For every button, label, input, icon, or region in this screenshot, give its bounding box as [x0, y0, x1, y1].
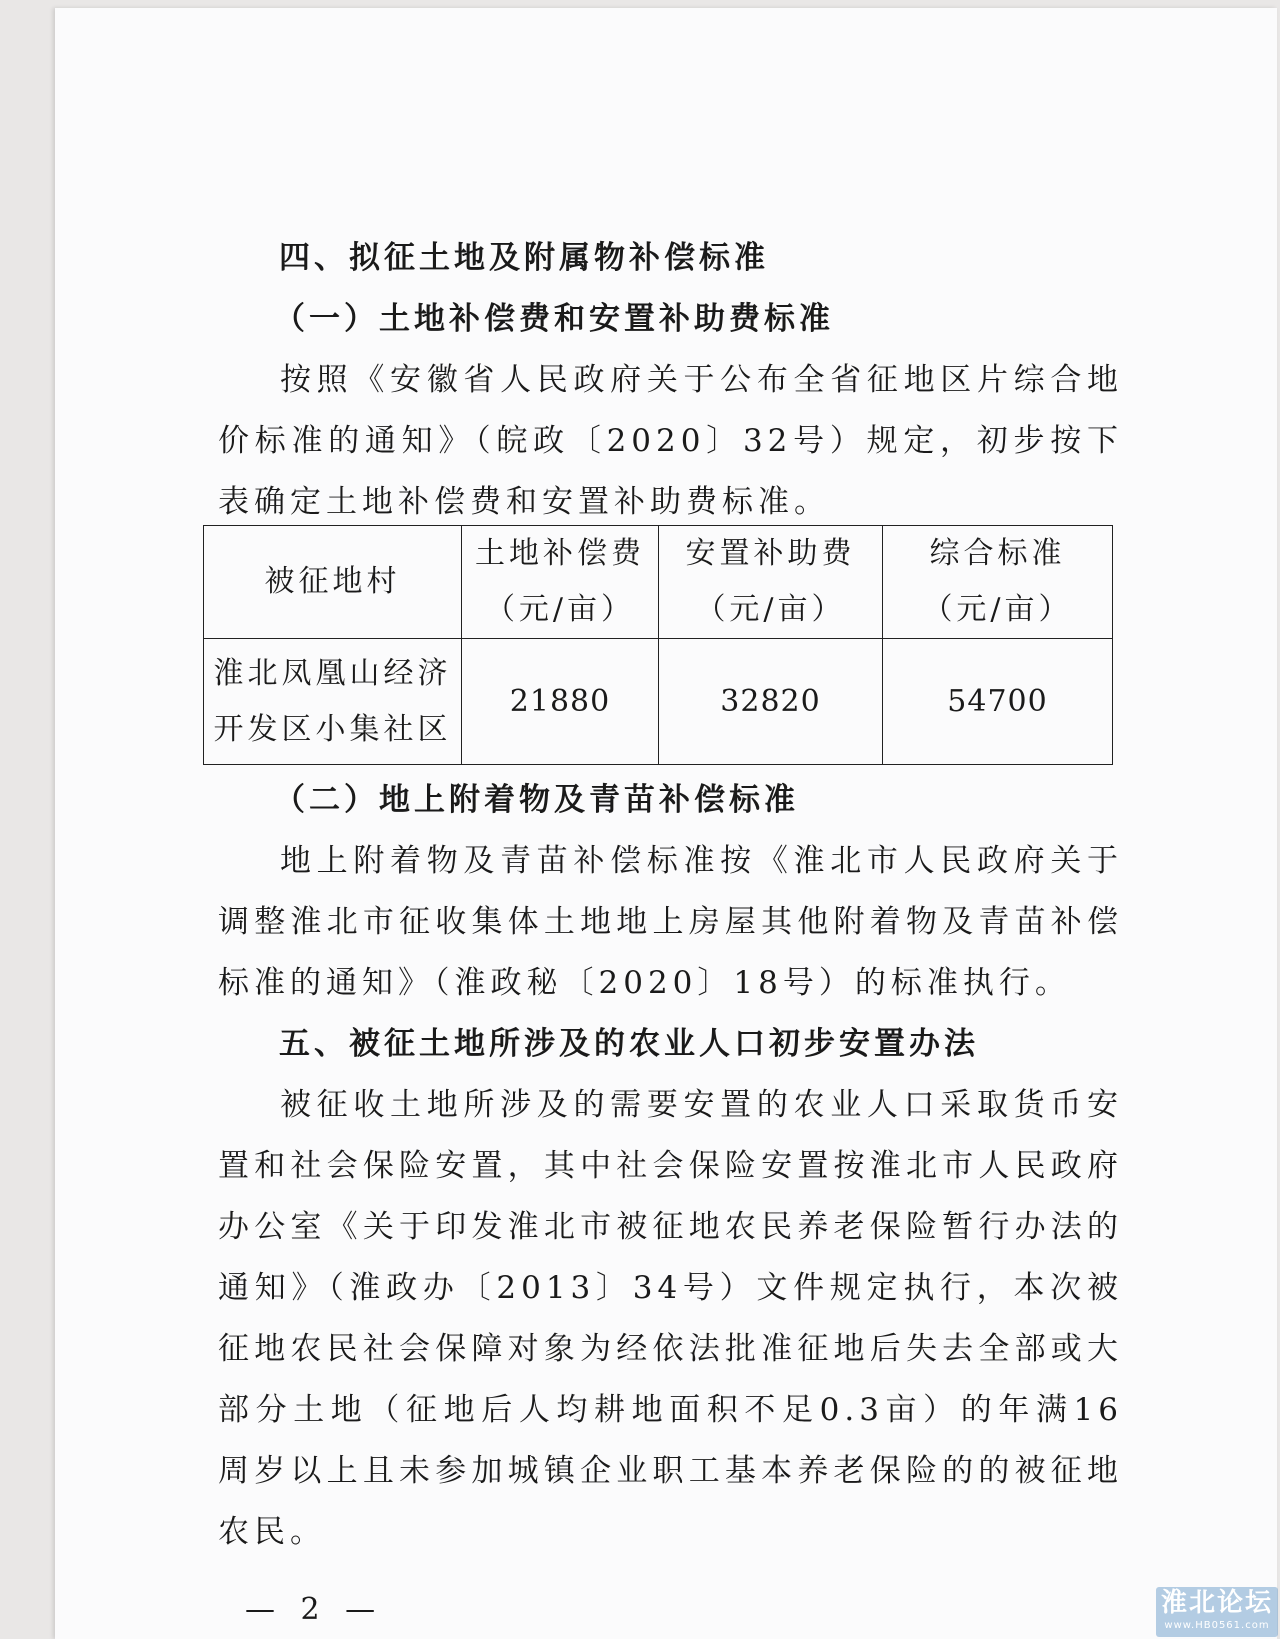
- section-4-2-heading: （二）地上附着物及青苗补偿标准: [274, 782, 799, 818]
- cell-comprehensive: 54700: [883, 639, 1113, 765]
- header-land-compensation-unit: （元/亩）: [484, 592, 636, 627]
- cell-land-compensation: 21880: [462, 639, 659, 765]
- header-village: [204, 526, 462, 639]
- header-resettlement-subsidy: [659, 526, 883, 639]
- table-row: [204, 639, 1113, 765]
- section-4-2-paragraph: 地上附着物及青苗补偿标准按《淮北市人民政府关于调整淮北市征收集体土地地上房屋其他附着物及青苗补偿标准的通知》（淮政秘〔2020〕18号）的标准执行。: [218, 843, 1123, 1001]
- watermark-url: www.HB0561.com: [1164, 1620, 1270, 1631]
- document-body: [218, 228, 1123, 533]
- header-resettlement-subsidy-unit: （元/亩）: [695, 592, 846, 627]
- header-comprehensive-label: 综合标准: [929, 536, 1066, 571]
- watermark-title: 淮北论坛: [1160, 1588, 1273, 1618]
- forum-watermark: [1156, 1587, 1278, 1637]
- section-5-heading: 五、被征土地所涉及的农业人口初步安置办法: [279, 1026, 979, 1062]
- table-header-row: [204, 526, 1113, 639]
- header-land-compensation-label: 土地补偿费: [475, 536, 645, 571]
- section-4-heading: 四、拟征土地及附属物补偿标准: [279, 240, 769, 276]
- page-number: — 2 —: [245, 1592, 384, 1627]
- cell-resettlement-subsidy: 32820: [659, 639, 883, 765]
- header-resettlement-subsidy-label: 安置补助费: [685, 536, 856, 571]
- document-body-continued: [218, 770, 1123, 1563]
- header-land-compensation: [462, 526, 659, 639]
- header-comprehensive: [883, 526, 1113, 639]
- header-comprehensive-unit: （元/亩）: [922, 592, 1073, 627]
- village-name-line1: 淮北凤凰山经济: [213, 655, 452, 691]
- header-village-label: 被征地村: [264, 564, 401, 599]
- section-4-1-paragraph: 按照《安徽省人民政府关于公布全省征地区片综合地价标准的通知》（皖政〔2020〕32号）规定，初步按下表确定土地补偿费和安置补助费标准。: [218, 362, 1123, 520]
- section-5-paragraph: 被征收土地所涉及的需要安置的农业人口采取货币安置和社会保险安置，其中社会保险安置按淮北市人民政府办公室《关于印发淮北市被征地农民养老保险暂行办法的通知》（淮政办〔2013〕34号）文件规定执行，本次被征地农民社会保障对象为经依法批准征地后失去全部或大部分土地（征地后人均耕地面积不足0.3亩）的年满16周岁以上且未参加城镇企业职工基本养老保险的的被征地农民。: [218, 1087, 1123, 1550]
- village-name-line2: 开发区小集社区: [213, 711, 452, 747]
- cell-village: [204, 639, 462, 765]
- section-4-1-heading: （一）土地补偿费和安置补助费标准: [274, 301, 834, 337]
- compensation-table: [203, 525, 1113, 765]
